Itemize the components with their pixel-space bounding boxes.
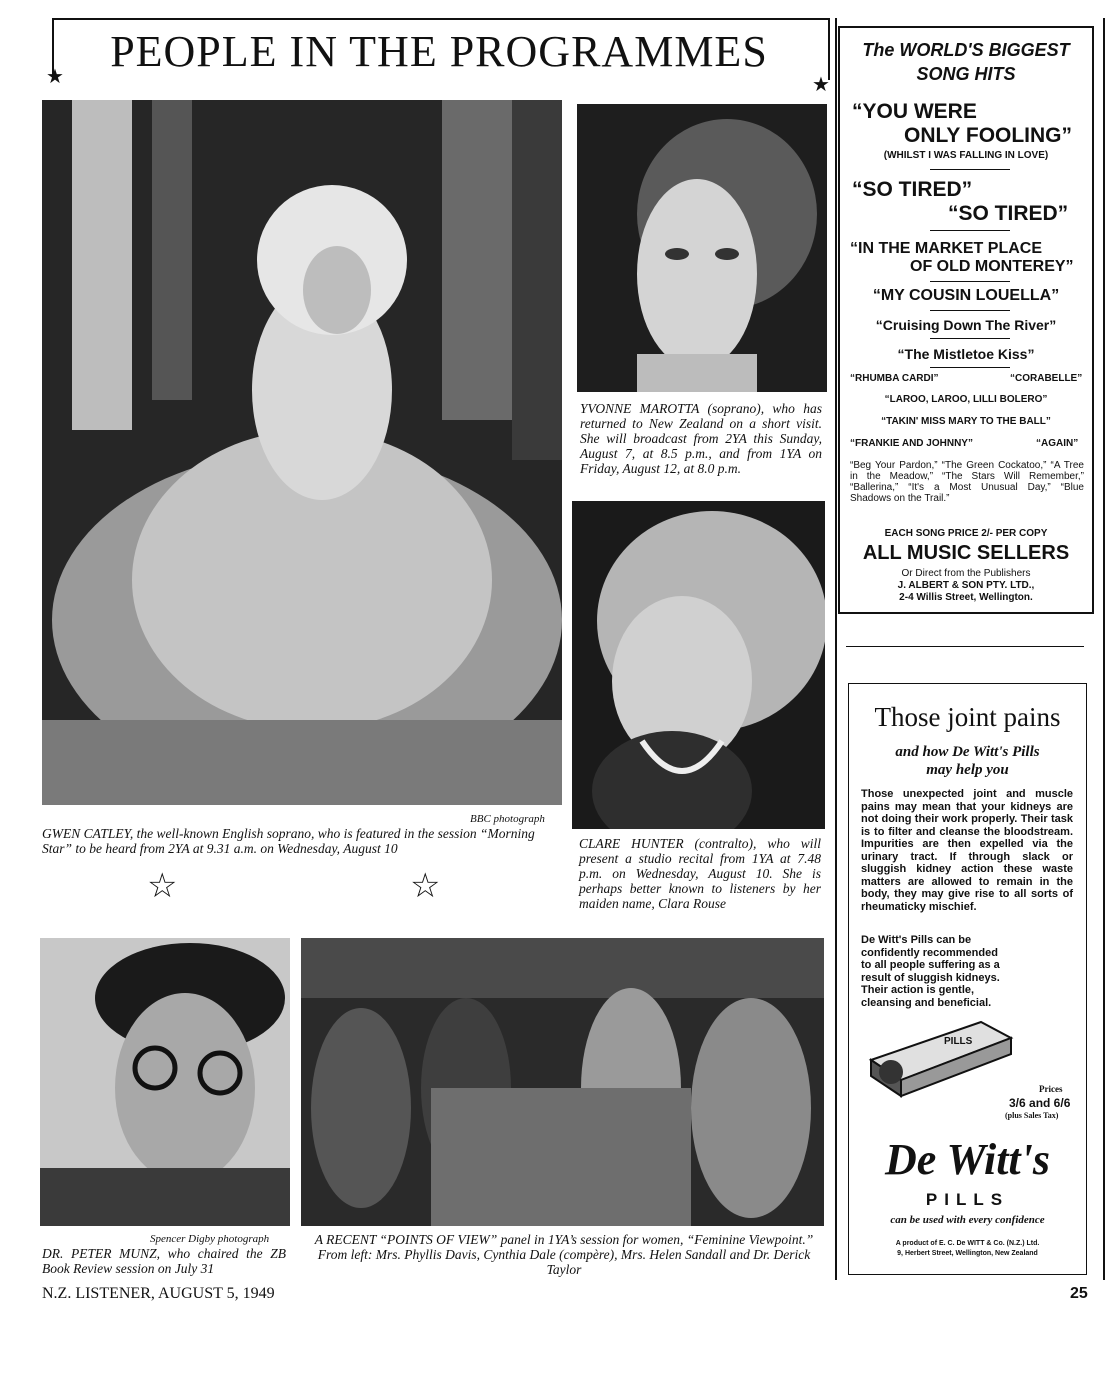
dewitts-pills-ad: [848, 683, 1087, 1275]
maker-line: A product of E. C. De WITT & Co. (N.Z.) Ltd.: [895, 1240, 1040, 1247]
song-subtitle: (WHILST I WAS FALLING IN LOVE): [883, 150, 1049, 161]
ad-body: De Witt's Pills can be confidently recommended to all people suffering as a result of sluggish kidneys. Their action is gentle, cleansing and beneficial.: [861, 934, 1000, 1009]
caption-panel: A RECENT “POINTS OF VIEW” panel in 1YA’s session for women, “Feminine Viewpoint.” From left: Mrs. Phyllis Davis, Cynthia Dale (compère), Mrs. Helen Sandall and Dr. Derick Taylor: [314, 1232, 814, 1277]
page-number: 25: [1070, 1285, 1088, 1302]
divider: [930, 230, 1010, 231]
ad-subheadline: and how De Witt's Pills: [895, 744, 1040, 760]
brand-pills: PILLS: [925, 1190, 1010, 1209]
song-title: “YOU WERE: [852, 100, 977, 123]
caption-catley: GWEN CATLEY, the well-known English soprano, who is featured in the session “Morning Star” to be heard from 2YA at 9.31 a.m. on Wednesday, August 10: [42, 826, 535, 856]
caption-marotta: YVONNE MAROTTA (soprano), who has returned to New Zealand on a short visit. She will broadcast from 2YA this Sunday, August 7, at 8.5 p.m., and from 1YA on Friday, August 12, at 8.0 p.m.: [580, 401, 822, 476]
ad-heading: The WORLD'S BIGGEST: [862, 40, 1070, 60]
ad-heading: SONG HITS: [916, 64, 1016, 84]
divider: [930, 281, 1010, 282]
song-title: “LAROO, LAROO, LILLI BOLERO”: [884, 394, 1048, 405]
divider: [930, 367, 1010, 368]
song-title: “CORABELLE”: [1010, 373, 1083, 384]
box-label: PILLS: [944, 1036, 973, 1047]
tagline: can be used with every confidence: [890, 1214, 1045, 1226]
photo-points-of-view-panel: [301, 938, 824, 1226]
song-title: ONLY FOOLING”: [904, 124, 1073, 147]
publisher-line: Or Direct from the Publishers: [901, 568, 1031, 579]
photo-clare-hunter: [572, 501, 825, 829]
song-title: “MY COUSIN LOUELLA”: [872, 287, 1060, 304]
divider: [846, 646, 1084, 647]
divider: [930, 310, 1010, 311]
pill-box-image: [861, 1010, 1021, 1100]
star-solid-icon: ★: [812, 74, 830, 96]
photo-yvonne-marotta: [577, 104, 827, 392]
song-title: “TAKIN' MISS MARY TO THE BALL”: [881, 416, 1051, 427]
song-title: “AGAIN”: [1036, 438, 1079, 449]
column-rule: [1103, 18, 1105, 1280]
page-title: PEOPLE IN THE PROGRAMMES: [110, 27, 768, 76]
song-title: “IN THE MARKET PLACE: [850, 240, 1042, 257]
column-rule: [835, 18, 837, 1280]
star-solid-icon: ★: [46, 66, 64, 88]
photo-credit: BBC photograph: [470, 813, 545, 825]
prices-label: Prices: [1039, 1084, 1063, 1094]
song-title: “FRANKIE AND JOHNNY”: [850, 438, 973, 449]
ad-body: Those unexpected joint and muscle pains may mean that your kidneys are not doing their work properly. Their task is to filter and cleanse the bloodstream. Impurities are then expelled via the urinary tract. If through slack or sluggish kidney action these waste matters are allowed to remain in the body, they may give rise to all sorts of rheumaticky mischief.: [861, 788, 1073, 913]
star-outline-icon: ☆: [147, 868, 178, 905]
photo-gwen-catley: [42, 100, 562, 805]
song-hits-ad: [838, 26, 1094, 614]
song-title: “SO TIRED”: [948, 202, 1069, 225]
caption-munz: DR. PETER MUNZ, who chaired the ZB Book Review session on July 31: [42, 1246, 286, 1276]
price-line: EACH SONG PRICE 2/- PER COPY: [884, 528, 1048, 539]
more-songs: “Beg Your Pardon,” “The Green Cockatoo,” “A Tree in the Meadow,” “The Stars Will Remember,” “Ballerina,” “It's a Most Unusual Day,” “Blue Shadows on the Trail.”: [850, 460, 1084, 504]
footer-publication: N.Z. LISTENER, AUGUST 5, 1949: [42, 1285, 275, 1302]
star-outline-icon: ☆: [410, 868, 441, 905]
photo-peter-munz: [40, 938, 290, 1226]
photo-credit: Spencer Digby photograph: [150, 1233, 270, 1245]
all-music-sellers: ALL MUSIC SELLERS: [862, 542, 1070, 564]
song-title: OF OLD MONTEREY”: [910, 258, 1074, 275]
ad-headline: Those joint pains: [874, 702, 1061, 732]
song-title: “SO TIRED”: [852, 178, 973, 201]
maker-line: 9, Herbert Street, Wellington, New Zealand: [897, 1250, 1038, 1257]
tax-note: (plus Sales Tax): [1005, 1111, 1059, 1120]
divider: [930, 338, 1010, 339]
caption-hunter: CLARE HUNTER (contralto), who will present a studio recital from 1YA at 7.48 p.m. on Wednesday, August 10. She is perhaps better known to listeners by her maiden name, Clara Rouse: [579, 836, 821, 911]
ad-subheadline: may help you: [926, 762, 1009, 778]
song-title: “The Mistletoe Kiss”: [897, 346, 1035, 362]
publisher-line: 2-4 Willis Street, Wellington.: [899, 592, 1033, 603]
brand-logo: De Witt's: [884, 1135, 1051, 1184]
divider: [930, 169, 1010, 170]
song-title: “RHUMBA CARDI”: [850, 373, 939, 384]
publisher-line: J. ALBERT & SON PTY. LTD.,: [897, 580, 1035, 591]
song-title: “Cruising Down The River”: [875, 317, 1057, 333]
prices: 3/6 and 6/6: [1009, 1096, 1071, 1110]
